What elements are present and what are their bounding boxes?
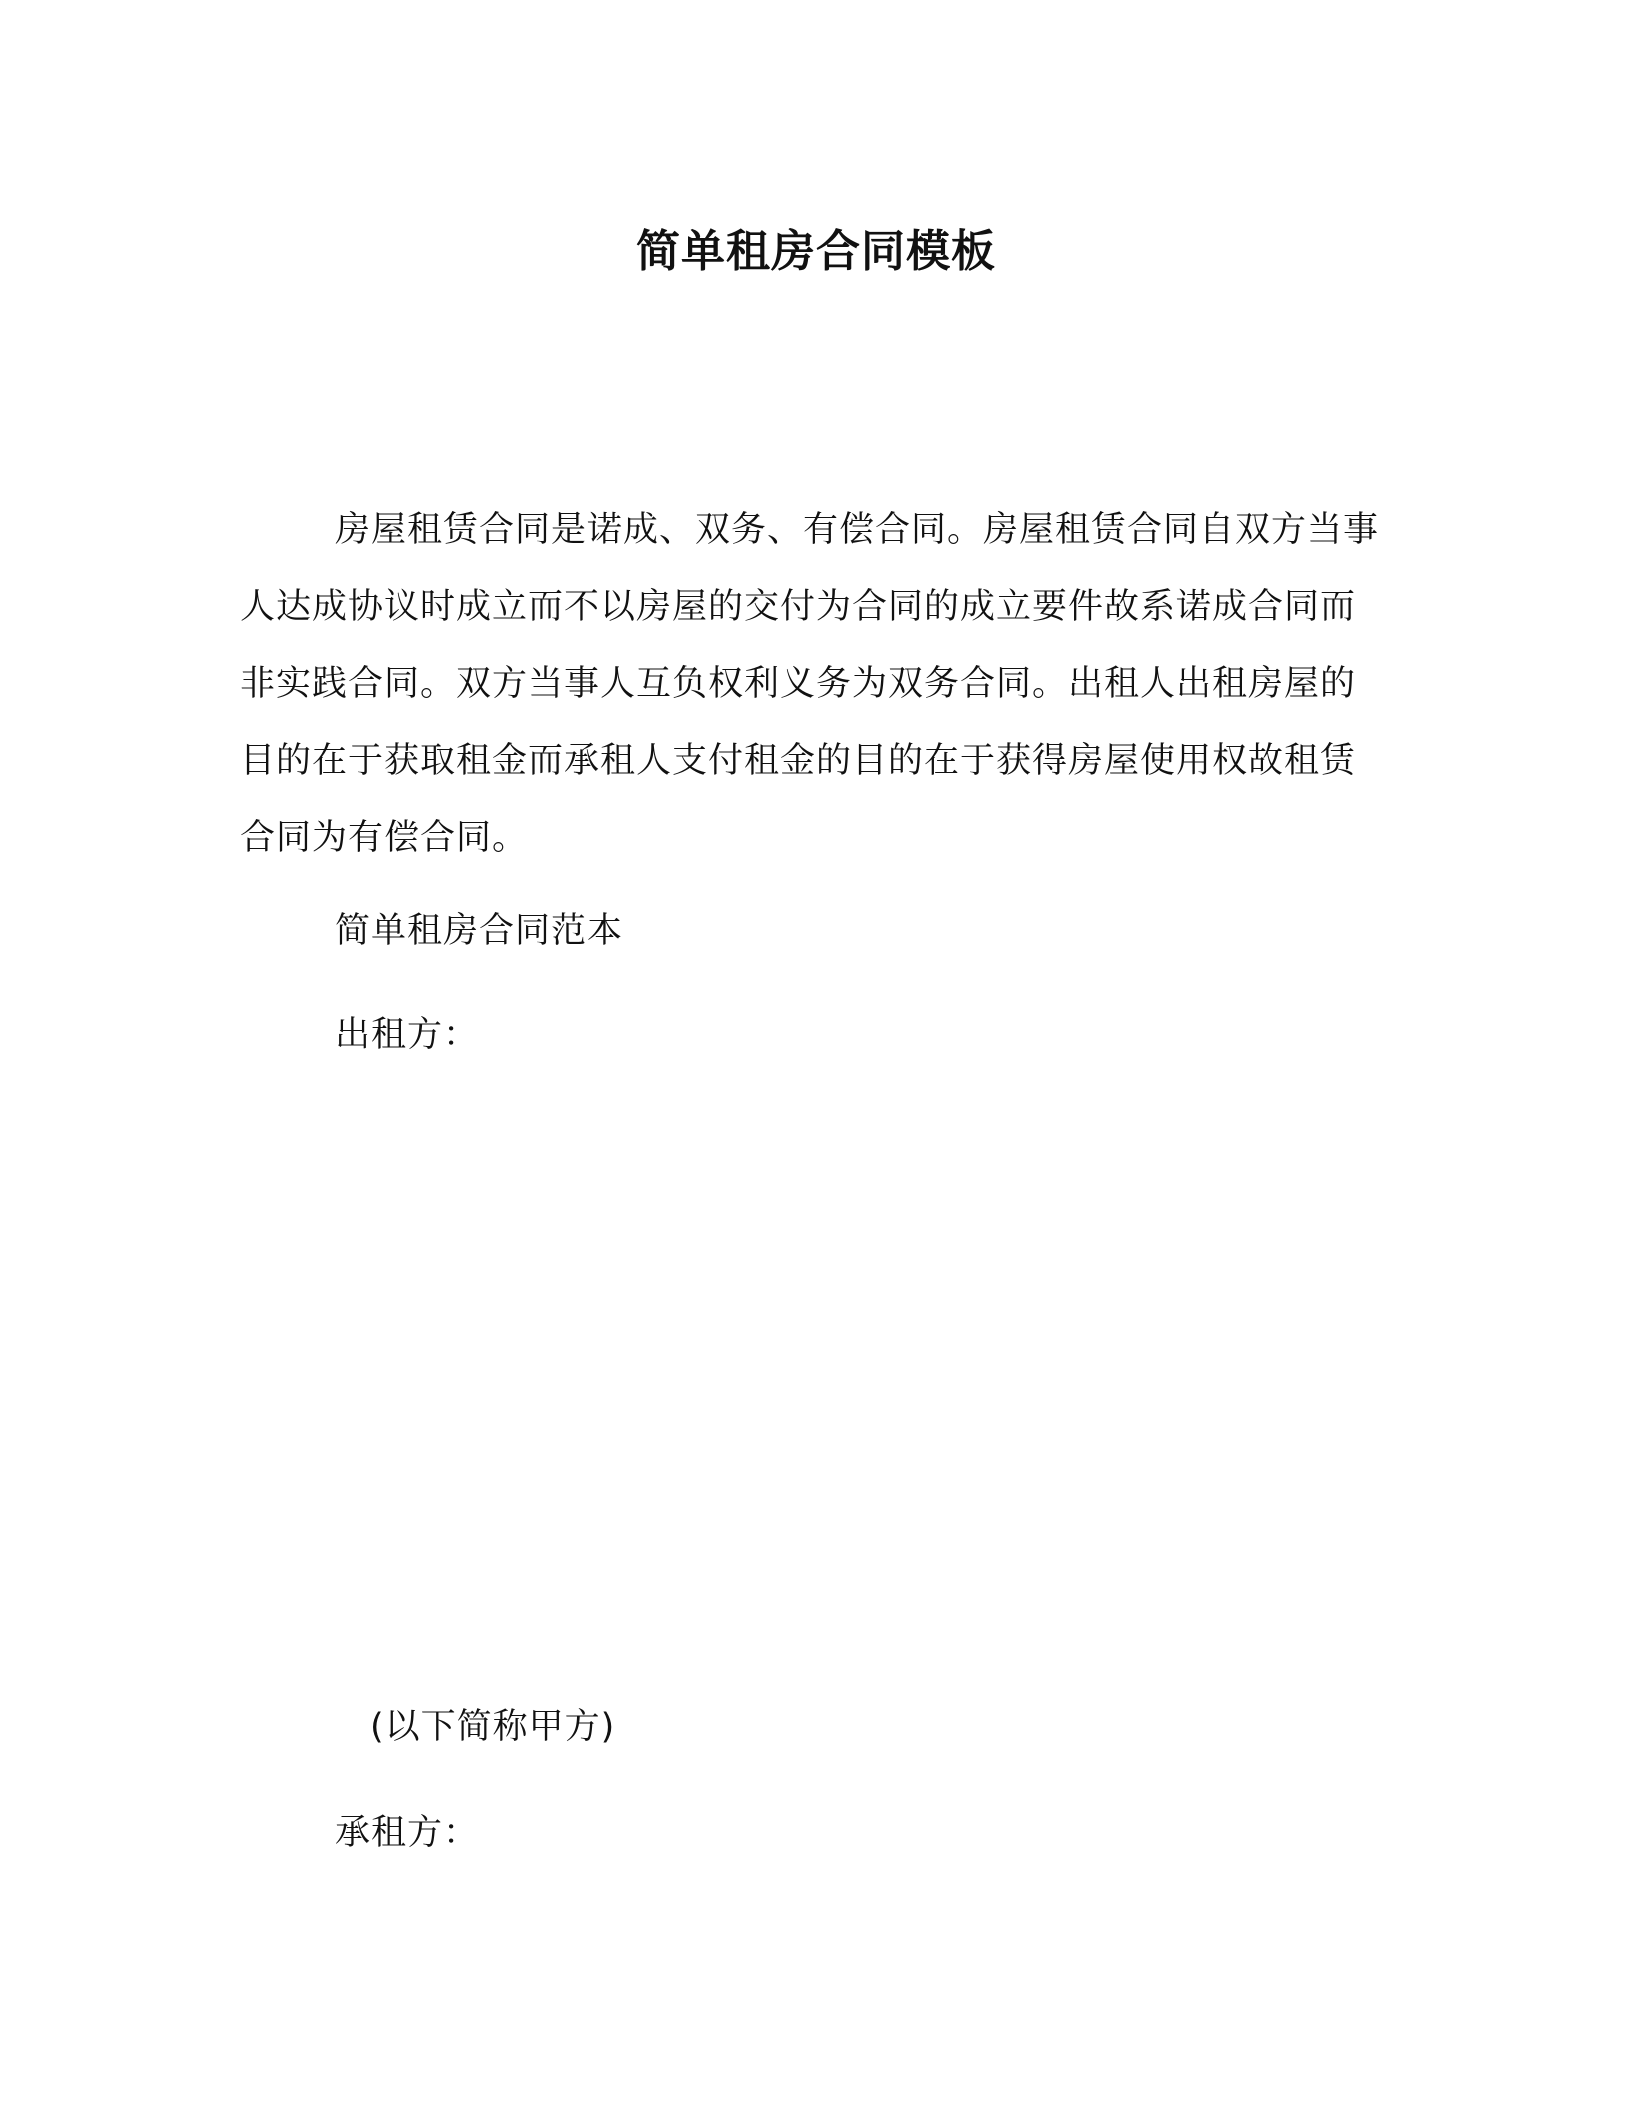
lessee-label: 承租方： bbox=[335, 1813, 480, 1853]
document-title: 简单租房合同模板 bbox=[636, 226, 996, 277]
contract-template-heading: 简单租房合同范本 bbox=[335, 911, 624, 951]
party-a-note: (以下简称甲方) bbox=[370, 1707, 616, 1747]
intro-paragraph: 房屋租赁合同是诺成、双务、有偿合同。房屋租赁合同自双方当事人达成协议时成立而不以房屋的交付为合同的成立要件故系诺成合同而非实践合同。双方当事人互负权利义务为双务合同。出租人出租房屋的目的在于获取租金而承租人支付租金的目的在于获得房屋使用权故租赁合同为有偿合同。 bbox=[240, 510, 1380, 858]
lessor-label: 出租方： bbox=[335, 1015, 480, 1055]
